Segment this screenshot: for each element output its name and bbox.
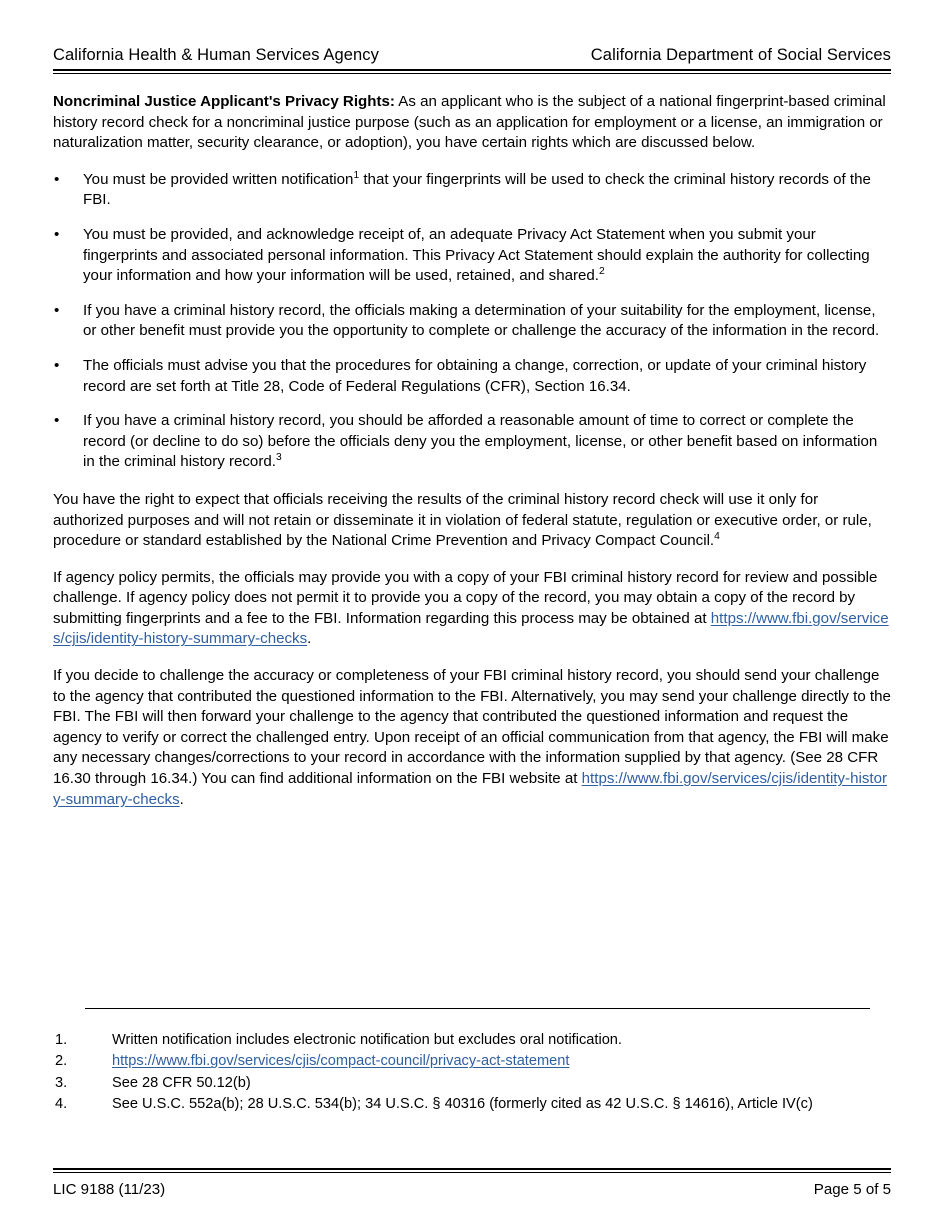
paragraph-text-after: . [179, 790, 184, 808]
bullet-text-before: You must be provided written notification [83, 170, 354, 188]
bullet-text-after: that your fingerprints will be used to check the criminal history records of the FBI. [83, 170, 871, 209]
intro-paragraph [53, 92, 891, 154]
bullets [53, 170, 891, 473]
paragraph-text: If agency policy permits, the officials may provide you with a copy of your FBI criminal history record for review and possible challenge. If agency policy does not permit it to provide you a copy of the record, you may obtain a copy of the record by submitting fingerprints and a fee to the FBI. Information regarding this process may be obtained at [53, 568, 878, 627]
form-number: LIC 9188 (11/23) [53, 1181, 166, 1198]
list-item [53, 225, 891, 287]
footnote-item [53, 1073, 891, 1093]
list-item [53, 411, 891, 473]
footnote-ref: 4 [714, 531, 720, 543]
fbi-summary-checks-link[interactable]: https://www.fbi.gov/services/cjis/identity-history-summary-checks [53, 770, 887, 808]
challenge-process-paragraph [53, 666, 891, 810]
list-item-text [83, 170, 891, 211]
bullet-icon: • [54, 170, 60, 188]
list-item-text [83, 225, 891, 287]
bullet-text-before: If you have a criminal history record, you should be afforded a reasonable amount of time to correct or complete the record (or decline to do so) before the officials deny you the employment, license, or other benefit based on information in the criminal history record. [83, 412, 878, 471]
agency-name-left: California Health & Human Services Agency [53, 46, 380, 64]
footnote-item [53, 1051, 891, 1071]
footnote-number: 3. [55, 1074, 68, 1091]
footnote-text: See U.S.C. 552a(b); 28 U.S.C. 534(b); 34 U.S.C. § 40316 (formerly cited as 42 U.S.C. § 14616), Article IV(c) [112, 1096, 813, 1113]
page-header [53, 45, 891, 74]
header-divider [53, 69, 891, 74]
page-number: Page 5 of 5 [813, 1181, 891, 1198]
bullet-text-before: You must be provided, and acknowledge receipt of, an adequate Privacy Act Statement when you submit your fingerprints and associated personal information. This Privacy Act Statement should explain the authority for collecting your information and how your information will be used, retained, and shared. [83, 225, 870, 285]
footnote-ref: 1 [353, 169, 360, 181]
footer-row [53, 1180, 891, 1199]
footnotes-section [53, 1008, 891, 1116]
agency-name-right: California Department of Social Services [590, 46, 891, 64]
paragraph-text: You have the right to expect that officials receiving the results of the criminal history record check will use it only for authorized purposes and will not retain or disseminate it in violation of federal statute, regulation or executive order, or rule, procedure or standard established by the National Crime Prevention and Privacy Compact Council. [53, 490, 872, 550]
rights-bullet-list [53, 170, 891, 473]
bullet-icon: • [54, 356, 60, 374]
bullet-text-before: The officials must advise you that the procedures for obtaining a change, correction, or update of your criminal history record are set forth at Title 28, Code of Federal Regulations (CFR), Section 16.34. [83, 356, 867, 395]
record-copy-paragraph [53, 568, 891, 650]
bullet-text-before: If you have a criminal history record, the officials making a determination of your suitability for the employment, license, or other benefit must provide you the opportunity to complete or challenge the accuracy of the information in the record. [83, 301, 880, 340]
paragraph-text: If you decide to challenge the accuracy or completeness of your FBI criminal history record, you should send your challenge to the agency that contributed the questioned information to the FBI. Alternatively, you may send your challenge directly to the FBI. The FBI will then forward your challenge to the agency that contributed the questioned information and request the agency to verify or correct the challenged entry. Upon receipt of an official communication from that agency, the FBI will make any necessary changes/corrections to your record in accordance with the information supplied by that agency. (See 28 CFR 16.30 through 16.34.) You can find additional information on the FBI website at [53, 667, 891, 788]
intro-text: As an applicant who is the subject of a national fingerprint-based criminal history record check for a noncriminal justice purpose (such as an application for employment or a license, an immigration or naturalization matter, security clearance, or adoption), you have certain rights which are discussed below. [53, 93, 886, 152]
list-item [53, 170, 891, 211]
footnote-number: 2. [55, 1053, 68, 1070]
footnote-number: 1. [55, 1032, 68, 1048]
document-body [53, 92, 891, 826]
footnote-number: 4. [55, 1096, 68, 1113]
header-row [53, 45, 891, 65]
footnote-item [53, 1094, 891, 1114]
list-item-text [83, 411, 891, 473]
footnote-list [53, 1030, 891, 1115]
page-footer [53, 1168, 891, 1199]
privacy-act-statement-link[interactable]: https://www.fbi.gov/services/cjis/compact-council/privacy-act-statement [112, 1053, 570, 1070]
bullet-icon: • [54, 412, 60, 430]
footnote-item [53, 1030, 891, 1050]
bullet-icon: • [54, 225, 60, 243]
footnote-text: See 28 CFR 50.12(b) [112, 1074, 251, 1091]
list-item-text [83, 301, 891, 342]
footnote-ref: 3 [275, 452, 282, 464]
bullet-icon: • [54, 301, 60, 319]
footer-divider [53, 1168, 891, 1173]
list-item [53, 356, 891, 397]
intro-label: Noncriminal Justice Applicant's Privacy Rights: [53, 93, 395, 110]
rights-expectation-paragraph [53, 490, 891, 552]
paragraph-text-after: . [307, 630, 312, 648]
list-item-text [83, 356, 891, 397]
footnote-text: Written notification includes electronic notification but excludes oral notification. [112, 1032, 622, 1048]
fbi-summary-checks-link[interactable]: https://www.fbi.gov/services/cjis/identity-history-summary-checks [53, 609, 889, 648]
list-item [53, 301, 891, 342]
footnote-ref: 2 [599, 266, 605, 278]
footnote-separator [85, 1008, 870, 1009]
